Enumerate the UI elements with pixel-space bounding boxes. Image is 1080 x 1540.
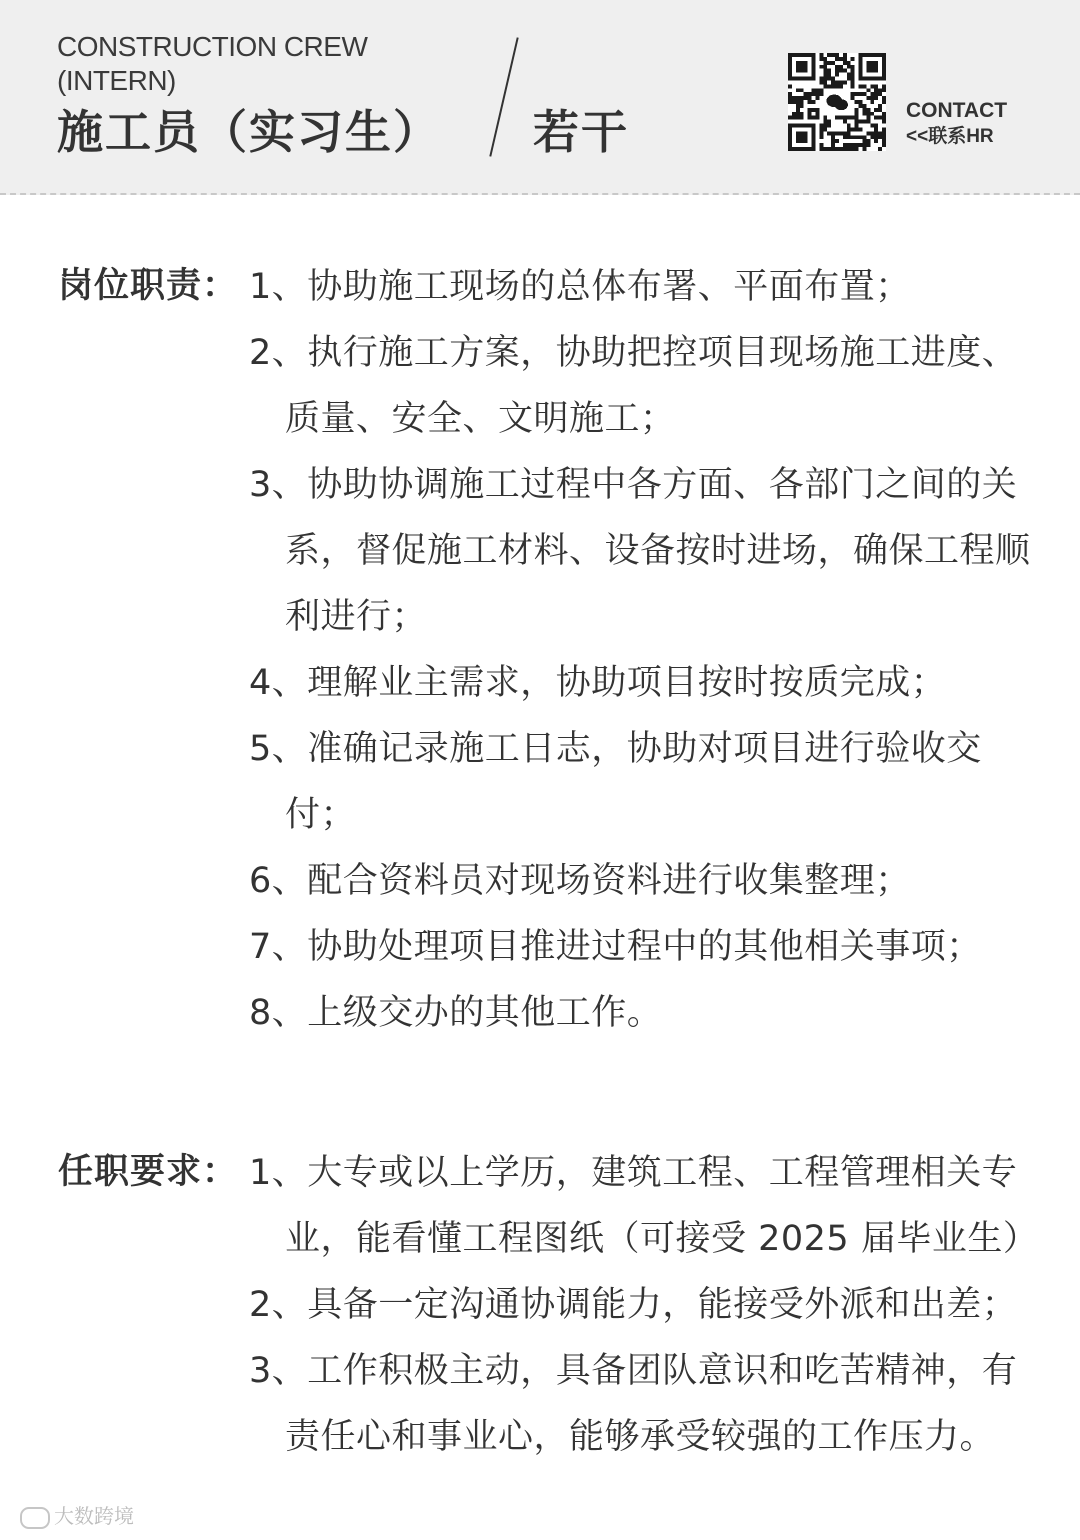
- brand-logo-icon: [20, 1507, 50, 1529]
- duties-list: [249, 254, 1049, 1046]
- requirements-label: 任职要求：: [58, 1152, 239, 1192]
- requirement-item: 3、工作积极主动，具备团队意识和吃苦精神，有责任心和事业心，能够承受较强的工作压力。: [249, 1351, 1018, 1457]
- duties-label: 岗位职责：: [58, 266, 239, 306]
- duty-item: 4、理解业主需求，协助项目按时按质完成；: [249, 663, 947, 703]
- duty-item: 7、协助处理项目推进过程中的其他相关事项；: [249, 927, 982, 967]
- job-title-english-line1: CONSTRUCTION CREW: [57, 31, 368, 62]
- headcount: 若干: [533, 105, 629, 159]
- duty-item: 2、执行施工方案，协助把控项目现场施工进度、质量、安全、文明施工；: [249, 333, 1018, 439]
- duty-item: 3、协助协调施工过程中各方面、各部门之间的关系，督促施工材料、设备按时进场，确保工程顺利进行；: [249, 465, 1031, 637]
- job-title-english: [57, 30, 367, 98]
- contact-label: CONTACT: [906, 99, 1008, 122]
- contact-hr[interactable]: [906, 98, 1007, 150]
- duty-item: 8、上级交办的其他工作。: [249, 993, 663, 1033]
- requirements-list: [249, 1140, 1049, 1470]
- duty-item: 6、配合资料员对现场资料进行收集整理；: [249, 861, 911, 901]
- header: [0, 0, 1080, 195]
- divider-slash: [489, 37, 518, 156]
- watermark-text: 大数跨境: [54, 1504, 134, 1528]
- duty-item: 1、协助施工现场的总体布署、平面布置；: [249, 267, 911, 307]
- contact-hr-link[interactable]: <<联系HR: [906, 126, 994, 147]
- job-title-english-line2: (INTERN): [57, 65, 176, 96]
- duty-item: 5、准确记录施工日志，协助对项目进行验收交付；: [249, 729, 982, 835]
- watermark: [20, 1503, 134, 1529]
- requirement-item: 1、大专或以上学历，建筑工程、工程管理相关专业，能看懂工程图纸（可接受 2025 届毕业生）: [249, 1153, 1039, 1259]
- wechat-qr-code-icon[interactable]: [788, 53, 886, 151]
- job-title-chinese: 施工员（实习生）: [57, 105, 441, 159]
- requirement-item: 2、具备一定沟通协调能力，能接受外派和出差；: [249, 1285, 1018, 1325]
